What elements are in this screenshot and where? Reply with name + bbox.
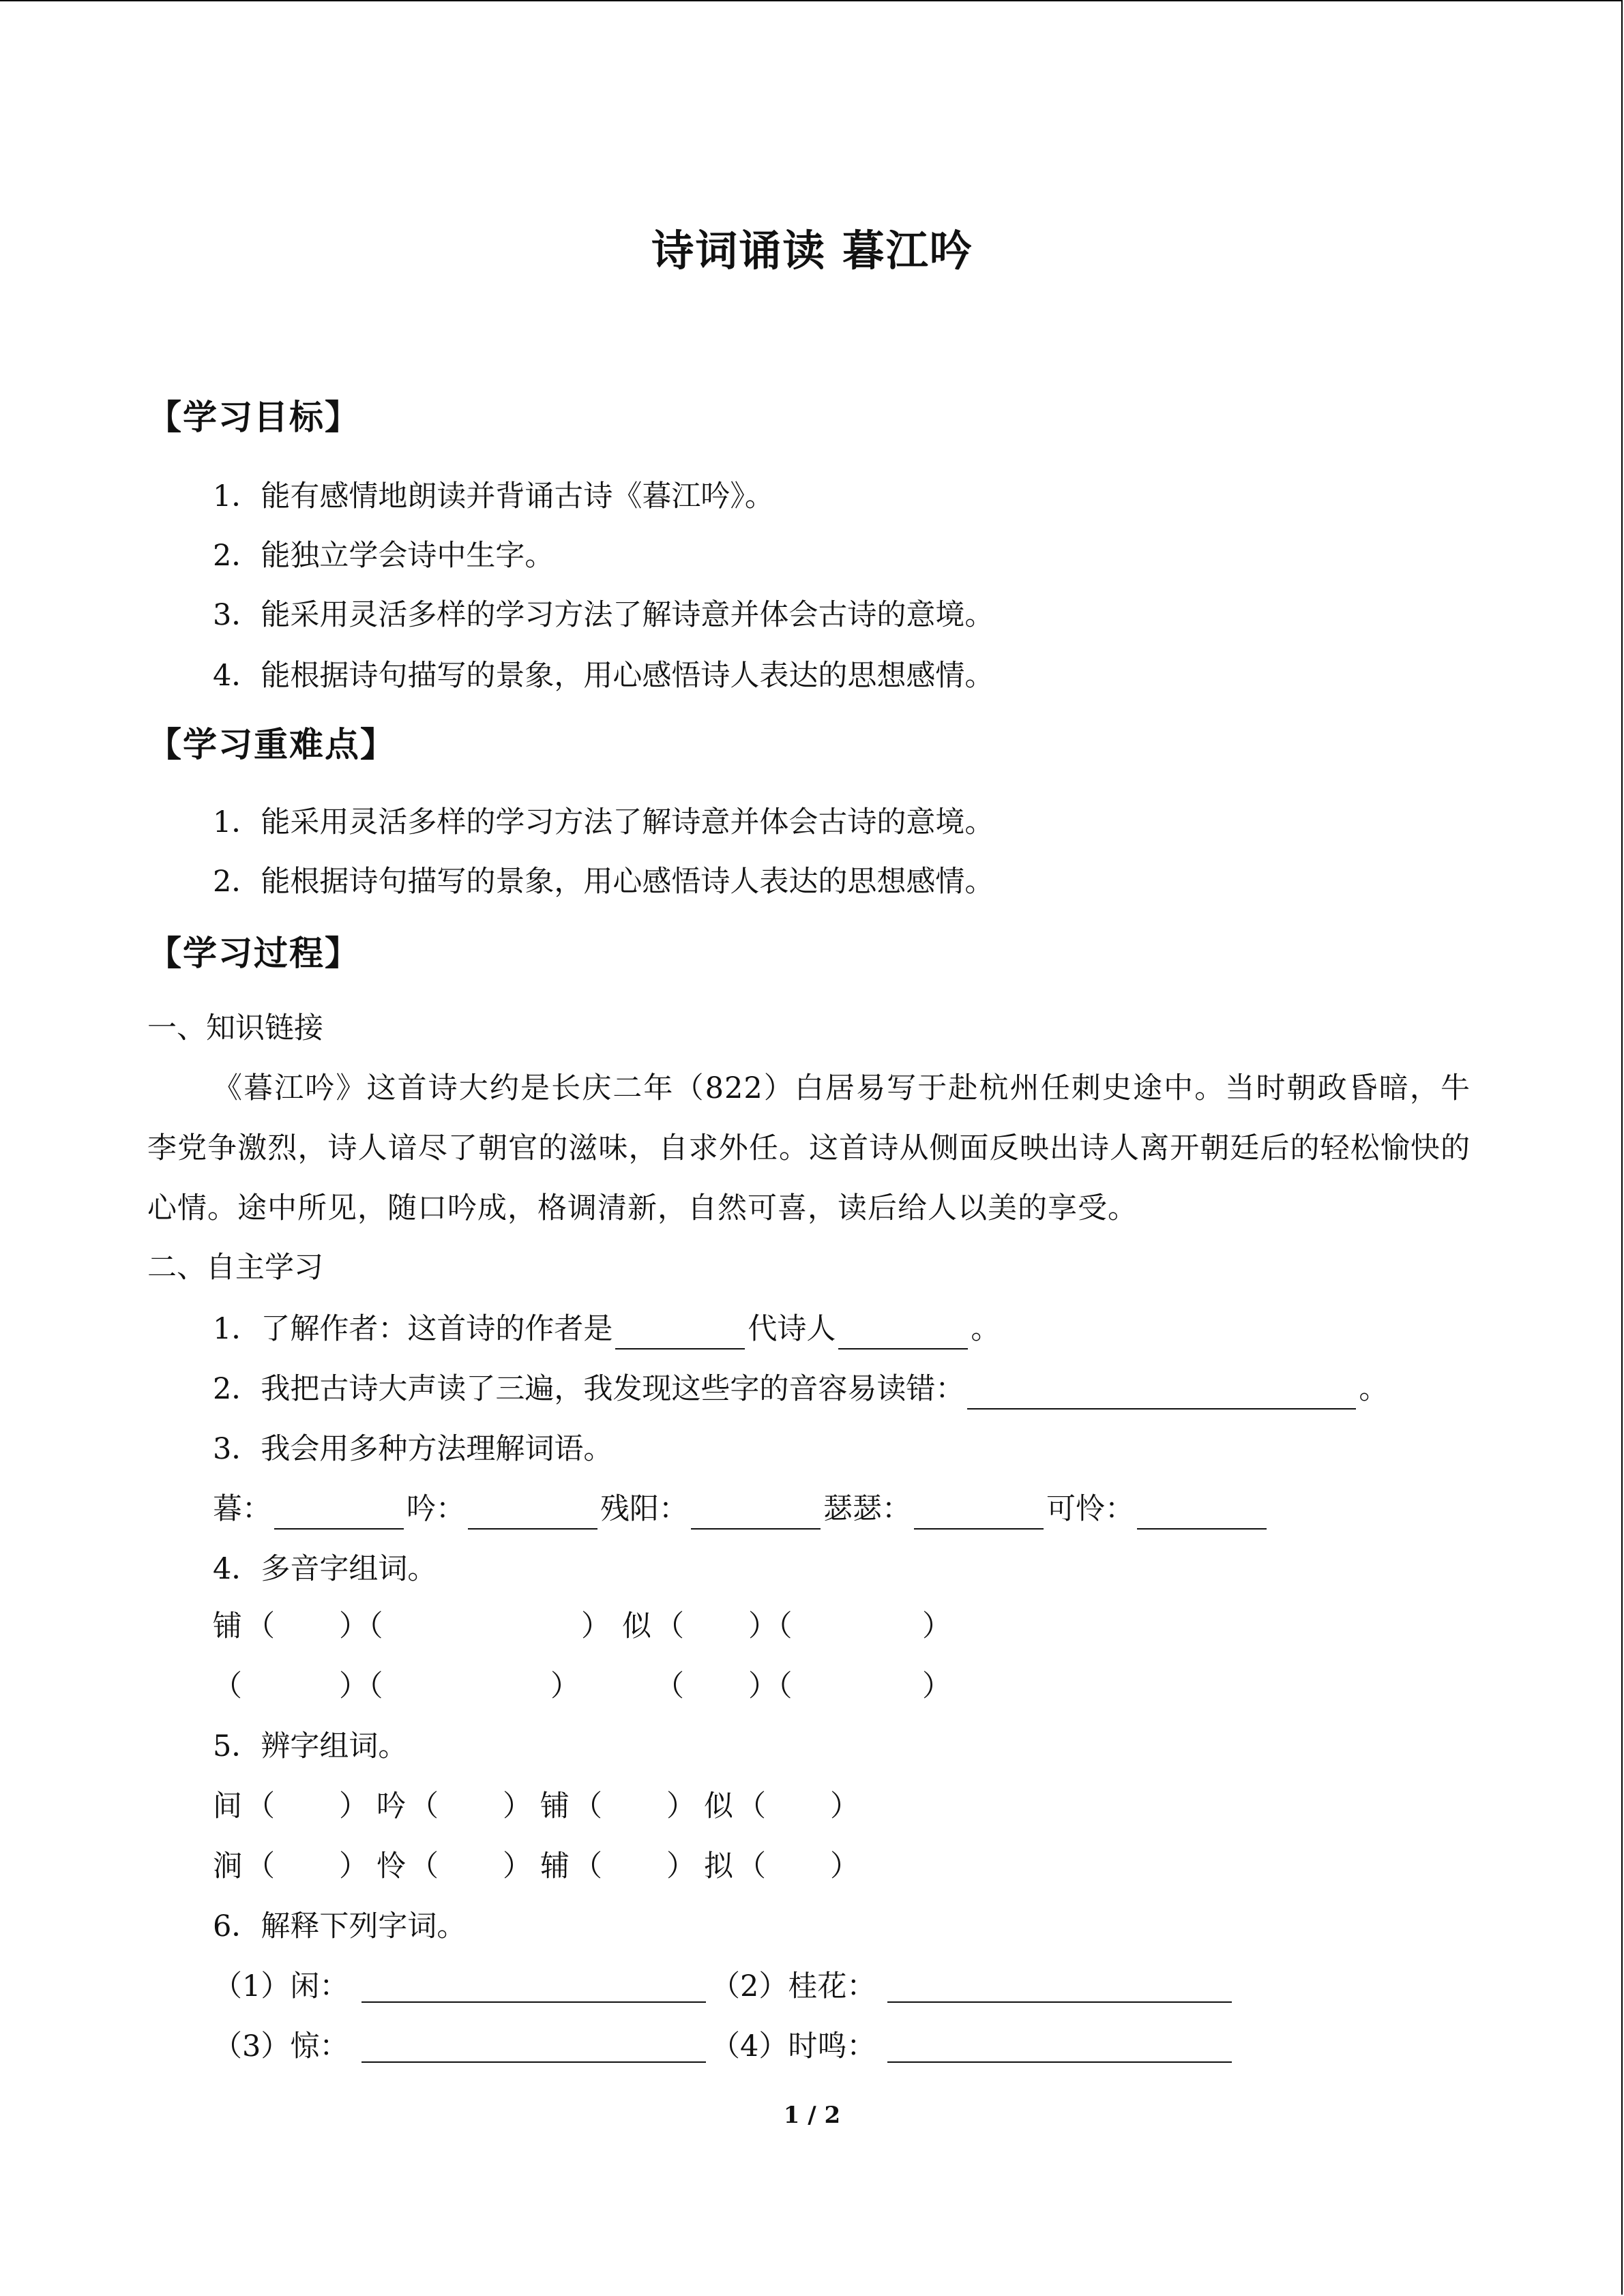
char-label: 铺 bbox=[540, 1789, 570, 1823]
objective-item: 1．能有感情地朗读并背诵古诗《暮江吟》。 bbox=[213, 479, 774, 513]
section1-text: 《暮江吟》这首诗大约是长庆二年（822）白居易写于赴杭州任刺史途中。当时朝政昏暗，牛李党争激烈，诗人谙尽了朝官的滋味，自求外任。这首诗从侧面反映出诗人离开朝廷后的轻松愉快的心情。途中所见，随口吟成，格调清新，自然可喜，读后给人以美的享受。 bbox=[147, 1071, 1471, 1225]
paren-blank[interactable]: ） bbox=[666, 1849, 696, 1883]
definition-label: （2）桂花： bbox=[711, 1969, 876, 2003]
keypoints-heading: 【学习重难点】 bbox=[147, 724, 396, 764]
paren-blank[interactable]: ） bbox=[550, 1669, 580, 1703]
q6-row1 bbox=[213, 1966, 1372, 2007]
q4-row2 bbox=[213, 1666, 1099, 1707]
paren-blank[interactable]: ） bbox=[339, 1789, 368, 1823]
definition-label: （4）时鸣： bbox=[711, 2029, 876, 2063]
poet-blank[interactable] bbox=[838, 1318, 968, 1350]
term-blank[interactable] bbox=[1137, 1498, 1267, 1530]
objective-item: 4．能根据诗句描写的景象，用心感悟诗人表达的思想感情。 bbox=[213, 659, 994, 693]
paren-blank[interactable]: （ bbox=[246, 1849, 275, 1883]
term-label: 残阳： bbox=[600, 1492, 688, 1526]
section2-title: 二、自主学习 bbox=[147, 1251, 323, 1285]
definition-blank[interactable] bbox=[361, 2031, 706, 2063]
paren-blank[interactable]: ） bbox=[503, 1789, 532, 1823]
paren-blank[interactable]: ） bbox=[922, 1669, 951, 1703]
process-heading: 【学习过程】 bbox=[147, 933, 360, 973]
char-label: 间 bbox=[213, 1789, 242, 1823]
term-blank[interactable] bbox=[468, 1498, 597, 1530]
paren-blank[interactable]: ）（ bbox=[748, 1609, 793, 1643]
q2-end: 。 bbox=[1359, 1372, 1389, 1406]
polyphone-char: 铺 bbox=[213, 1609, 242, 1643]
paren-blank[interactable]: ） bbox=[830, 1789, 859, 1823]
page-title: 诗词诵读 暮江吟 bbox=[651, 226, 973, 275]
q4-row1 bbox=[213, 1606, 1099, 1647]
char-label: 怜 bbox=[377, 1849, 406, 1883]
paren-blank[interactable]: ） bbox=[830, 1849, 859, 1883]
mispronounced-blank[interactable] bbox=[967, 1378, 1356, 1410]
definition-blank[interactable] bbox=[887, 1971, 1232, 2003]
paren-blank[interactable]: ） bbox=[503, 1849, 532, 1883]
q1-end: 。 bbox=[971, 1312, 1001, 1346]
q1-prefix: 1．了解作者：这首诗的作者是 bbox=[213, 1312, 613, 1346]
paren-blank[interactable]: （ bbox=[655, 1609, 684, 1643]
paren-blank[interactable]: ）（ bbox=[748, 1669, 793, 1703]
q5-row1 bbox=[213, 1786, 963, 1827]
paren-blank[interactable]: （ bbox=[655, 1669, 684, 1703]
polyphone-char: 似 bbox=[622, 1609, 651, 1643]
definition-label: （1）闲： bbox=[213, 1969, 349, 2003]
question-1 bbox=[213, 1309, 1000, 1350]
char-label: 似 bbox=[704, 1789, 733, 1823]
objective-item: 2．能独立学会诗中生字。 bbox=[213, 539, 555, 573]
definition-blank[interactable] bbox=[361, 1971, 706, 2003]
keypoint-item: 2．能根据诗句描写的景象，用心感悟诗人表达的思想感情。 bbox=[213, 865, 994, 899]
paren-blank[interactable]: （ bbox=[737, 1849, 766, 1883]
paren-blank[interactable]: （ bbox=[573, 1789, 602, 1823]
q5-row2 bbox=[213, 1846, 963, 1887]
term-blank[interactable] bbox=[914, 1498, 1044, 1530]
q6-title: 6．解释下列字词。 bbox=[213, 1909, 467, 1943]
paren-blank[interactable]: ） bbox=[581, 1609, 610, 1643]
paren-blank[interactable]: ） bbox=[922, 1609, 951, 1643]
paren-blank[interactable]: （ bbox=[246, 1609, 275, 1643]
question-2 bbox=[213, 1369, 1388, 1410]
q2-prefix: 2．我把古诗大声读了三遍，我发现这些字的音容易读错： bbox=[213, 1372, 965, 1406]
term-label: 暮： bbox=[213, 1492, 271, 1526]
term-label: 瑟瑟： bbox=[823, 1492, 911, 1526]
paren-blank[interactable]: ） bbox=[339, 1849, 368, 1883]
q3-title: 3．我会用多种方法理解词语。 bbox=[213, 1432, 613, 1466]
paren-blank[interactable]: （ bbox=[409, 1849, 439, 1883]
q6-row2 bbox=[213, 2026, 1372, 2067]
definition-blank[interactable] bbox=[887, 2031, 1232, 2063]
dynasty-blank[interactable] bbox=[615, 1318, 745, 1350]
objectives-heading: 【学习目标】 bbox=[147, 397, 360, 437]
q5-title: 5．辨字组词。 bbox=[213, 1729, 408, 1763]
paren-blank[interactable]: （ bbox=[737, 1789, 766, 1823]
paren-blank[interactable]: （ bbox=[573, 1849, 602, 1883]
term-blank[interactable] bbox=[274, 1498, 404, 1530]
q3-terms bbox=[213, 1489, 1269, 1530]
q4-title: 4．多音字组词。 bbox=[213, 1552, 437, 1586]
paren-blank[interactable]: （ bbox=[246, 1789, 275, 1823]
q1-mid: 代诗人 bbox=[748, 1312, 836, 1346]
paren-blank[interactable]: ） bbox=[666, 1789, 696, 1823]
paren-blank[interactable]: （ bbox=[213, 1669, 242, 1703]
term-blank[interactable] bbox=[691, 1498, 821, 1530]
char-label: 拟 bbox=[704, 1849, 733, 1883]
char-label: 吟 bbox=[377, 1789, 406, 1823]
char-label: 辅 bbox=[540, 1849, 570, 1883]
section1-title: 一、知识链接 bbox=[147, 1011, 323, 1045]
paren-blank[interactable]: ）（ bbox=[339, 1669, 383, 1703]
char-label: 涧 bbox=[213, 1849, 242, 1883]
keypoint-item: 1．能采用灵活多样的学习方法了解诗意并体会古诗的意境。 bbox=[213, 805, 994, 839]
term-label: 吟： bbox=[407, 1492, 465, 1526]
page-number: 1 / 2 bbox=[783, 2102, 841, 2129]
definition-label: （3）惊： bbox=[213, 2029, 349, 2063]
paren-blank[interactable]: （ bbox=[409, 1789, 439, 1823]
paren-blank[interactable]: ）（ bbox=[339, 1609, 383, 1643]
objective-item: 3．能采用灵活多样的学习方法了解诗意并体会古诗的意境。 bbox=[213, 598, 994, 632]
term-label: 可怜： bbox=[1046, 1492, 1134, 1526]
